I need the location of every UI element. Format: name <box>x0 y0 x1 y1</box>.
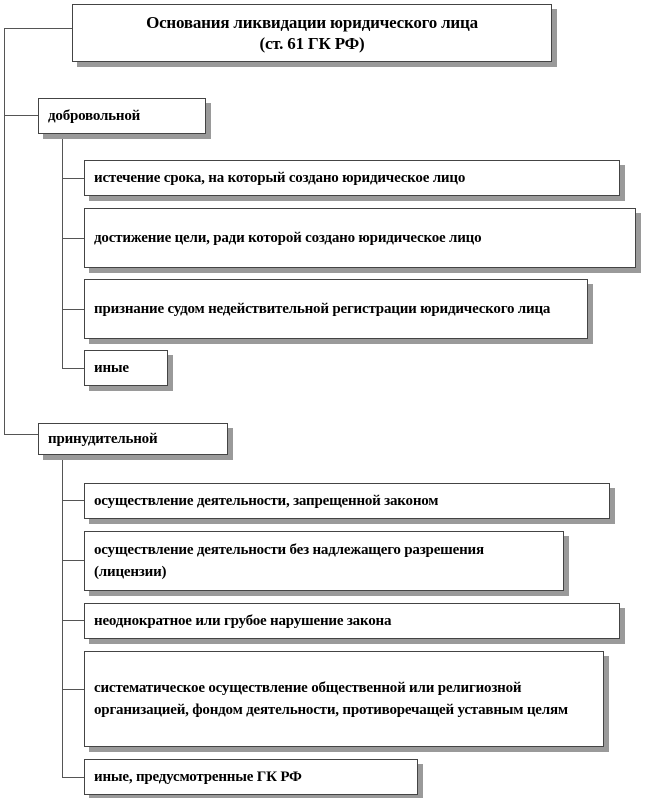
voluntary-branch <box>62 134 63 368</box>
list-item: иные, предусмотренные ГК РФ <box>84 759 418 795</box>
list-item: осуществление деятельности, запрещенной законом <box>84 483 610 519</box>
title-connector <box>4 28 72 29</box>
list-item: признание судом недействительной регистрации юридического лица <box>84 279 588 339</box>
list-item: истечение срока, на который создано юридическое лицо <box>84 160 620 196</box>
compulsory-branch-tick <box>62 620 84 621</box>
voluntary-branch-tick <box>62 309 84 310</box>
compulsory-branch-tick <box>62 500 84 501</box>
voluntary-branch-tick <box>62 178 84 179</box>
voluntary-connector <box>4 115 38 116</box>
list-item: иные <box>84 350 168 386</box>
list-item: достижение цели, ради которой создано юридическое лицо <box>84 208 636 268</box>
title-line-2: (ст. 61 ГК РФ) <box>259 34 365 53</box>
list-item: неоднократное или грубое нарушение закона <box>84 603 620 639</box>
diagram-title <box>72 4 552 62</box>
title-line-1: Основания ликвидации юридического лица <box>146 13 478 32</box>
compulsory-branch-tick <box>62 777 84 778</box>
compulsory-branch-tick <box>62 689 84 690</box>
compulsory-branch <box>62 453 63 777</box>
list-item: осуществление деятельности без надлежащего разрешения (лицензии) <box>84 531 564 591</box>
voluntary-branch-tick <box>62 238 84 239</box>
category-compulsory <box>38 423 228 455</box>
category-compulsory-label: принудительной <box>48 431 158 447</box>
voluntary-branch-tick <box>62 368 84 369</box>
compulsory-branch-tick <box>62 560 84 561</box>
category-voluntary <box>38 98 206 134</box>
category-voluntary-label: добровольной <box>48 108 141 124</box>
compulsory-connector <box>4 434 38 435</box>
main-connector <box>4 28 5 434</box>
list-item: систематическое осуществление общественной или религиозной организацией, фондом деятельности, противоречащей уставным целям <box>84 651 604 747</box>
